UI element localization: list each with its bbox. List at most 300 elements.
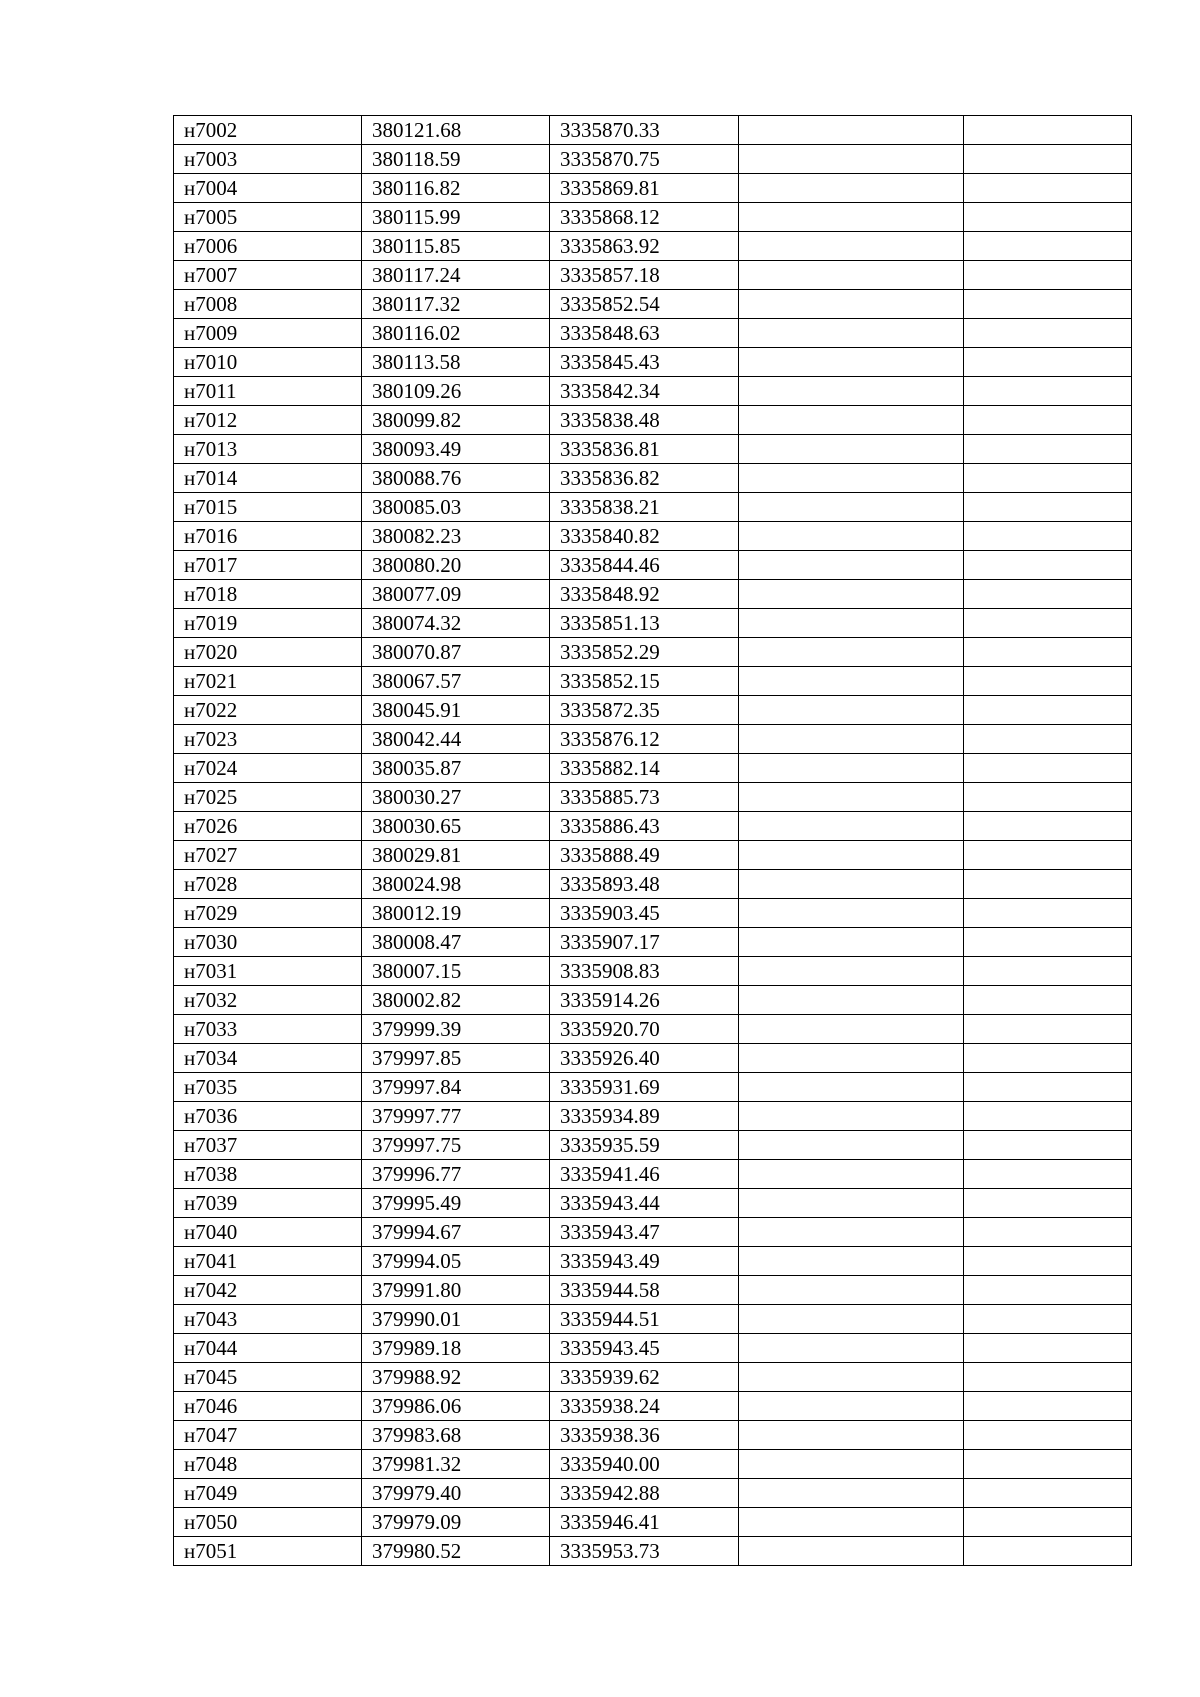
empty-cell [739,145,964,174]
point-name-cell: н7019 [174,609,362,638]
x-coordinate-cell: 380029.81 [362,841,550,870]
y-coordinate-cell: 3335886.43 [550,812,739,841]
table-row [174,116,1132,145]
point-name-cell: н7020 [174,638,362,667]
y-coordinate-cell: 3335836.82 [550,464,739,493]
table-row [174,493,1132,522]
empty-cell [739,1305,964,1334]
x-coordinate-cell: 379981.32 [362,1450,550,1479]
point-name-cell: н7027 [174,841,362,870]
table-row [174,812,1132,841]
y-coordinate-cell: 3335882.14 [550,754,739,783]
empty-cell [739,435,964,464]
empty-cell [964,667,1132,696]
y-coordinate-cell: 3335944.51 [550,1305,739,1334]
empty-cell [739,1537,964,1566]
empty-cell [964,116,1132,145]
table-row [174,551,1132,580]
table-row [174,928,1132,957]
point-name-cell: н7048 [174,1450,362,1479]
table-row [174,203,1132,232]
empty-cell [739,725,964,754]
table-row [174,696,1132,725]
point-name-cell: н7024 [174,754,362,783]
y-coordinate-cell: 3335942.88 [550,1479,739,1508]
y-coordinate-cell: 3335953.73 [550,1537,739,1566]
empty-cell [964,1421,1132,1450]
point-name-cell: н7017 [174,551,362,580]
empty-cell [964,522,1132,551]
y-coordinate-cell: 3335863.92 [550,232,739,261]
table-row [174,725,1132,754]
x-coordinate-cell: 379983.68 [362,1421,550,1450]
y-coordinate-cell: 3335844.46 [550,551,739,580]
y-coordinate-cell: 3335943.47 [550,1218,739,1247]
empty-cell [739,1160,964,1189]
y-coordinate-cell: 3335857.18 [550,261,739,290]
empty-cell [964,609,1132,638]
empty-cell [739,464,964,493]
x-coordinate-cell: 380080.20 [362,551,550,580]
point-name-cell: н7018 [174,580,362,609]
table-row [174,1073,1132,1102]
x-coordinate-cell: 380067.57 [362,667,550,696]
empty-cell [739,1073,964,1102]
point-name-cell: н7041 [174,1247,362,1276]
empty-cell [739,783,964,812]
empty-cell [739,638,964,667]
point-name-cell: н7016 [174,522,362,551]
empty-cell [739,754,964,783]
table-row [174,319,1132,348]
empty-cell [964,812,1132,841]
point-name-cell: н7013 [174,435,362,464]
x-coordinate-cell: 380115.99 [362,203,550,232]
empty-cell [964,232,1132,261]
table-row [174,870,1132,899]
empty-cell [964,725,1132,754]
point-name-cell: н7042 [174,1276,362,1305]
point-name-cell: н7043 [174,1305,362,1334]
y-coordinate-cell: 3335848.92 [550,580,739,609]
y-coordinate-cell: 3335914.26 [550,986,739,1015]
empty-cell [739,1392,964,1421]
empty-cell [739,1363,964,1392]
table-row [174,1508,1132,1537]
y-coordinate-cell: 3335872.35 [550,696,739,725]
x-coordinate-cell: 380116.02 [362,319,550,348]
y-coordinate-cell: 3335903.45 [550,899,739,928]
point-name-cell: н7015 [174,493,362,522]
table-row [174,1189,1132,1218]
empty-cell [964,406,1132,435]
x-coordinate-cell: 380093.49 [362,435,550,464]
empty-cell [964,1276,1132,1305]
y-coordinate-cell: 3335938.24 [550,1392,739,1421]
table-row [174,667,1132,696]
empty-cell [739,1508,964,1537]
x-coordinate-cell: 379986.06 [362,1392,550,1421]
table-row [174,899,1132,928]
y-coordinate-cell: 3335940.00 [550,1450,739,1479]
point-name-cell: н7008 [174,290,362,319]
empty-cell [964,696,1132,725]
x-coordinate-cell: 380099.82 [362,406,550,435]
x-coordinate-cell: 379994.67 [362,1218,550,1247]
point-name-cell: н7047 [174,1421,362,1450]
y-coordinate-cell: 3335939.62 [550,1363,739,1392]
empty-cell [964,957,1132,986]
point-name-cell: н7028 [174,870,362,899]
table-row [174,841,1132,870]
table-row [174,1131,1132,1160]
empty-cell [739,116,964,145]
x-coordinate-cell: 380007.15 [362,957,550,986]
coordinates-table [173,115,1132,1566]
empty-cell [964,203,1132,232]
table-row [174,261,1132,290]
point-name-cell: н7021 [174,667,362,696]
empty-cell [964,1189,1132,1218]
table-row [174,1305,1132,1334]
empty-cell [964,1015,1132,1044]
y-coordinate-cell: 3335870.33 [550,116,739,145]
y-coordinate-cell: 3335868.12 [550,203,739,232]
point-name-cell: н7002 [174,116,362,145]
table-row [174,1102,1132,1131]
x-coordinate-cell: 380035.87 [362,754,550,783]
x-coordinate-cell: 380088.76 [362,464,550,493]
empty-cell [964,1479,1132,1508]
table-row [174,1334,1132,1363]
y-coordinate-cell: 3335943.45 [550,1334,739,1363]
empty-cell [739,667,964,696]
y-coordinate-cell: 3335907.17 [550,928,739,957]
x-coordinate-cell: 380117.32 [362,290,550,319]
table-row [174,290,1132,319]
y-coordinate-cell: 3335946.41 [550,1508,739,1537]
empty-cell [739,174,964,203]
y-coordinate-cell: 3335852.54 [550,290,739,319]
table-row [174,406,1132,435]
point-name-cell: н7050 [174,1508,362,1537]
point-name-cell: н7049 [174,1479,362,1508]
empty-cell [739,1334,964,1363]
y-coordinate-cell: 3335935.59 [550,1131,739,1160]
empty-cell [964,174,1132,203]
table-row [174,348,1132,377]
y-coordinate-cell: 3335893.48 [550,870,739,899]
empty-cell [964,493,1132,522]
y-coordinate-cell: 3335885.73 [550,783,739,812]
empty-cell [739,1276,964,1305]
empty-cell [964,1363,1132,1392]
empty-cell [964,145,1132,174]
point-name-cell: н7030 [174,928,362,957]
empty-cell [739,696,964,725]
x-coordinate-cell: 380012.19 [362,899,550,928]
y-coordinate-cell: 3335838.21 [550,493,739,522]
empty-cell [739,1189,964,1218]
y-coordinate-cell: 3335888.49 [550,841,739,870]
x-coordinate-cell: 379991.80 [362,1276,550,1305]
table-row [174,1015,1132,1044]
y-coordinate-cell: 3335869.81 [550,174,739,203]
x-coordinate-cell: 380024.98 [362,870,550,899]
point-name-cell: н7033 [174,1015,362,1044]
x-coordinate-cell: 380002.82 [362,986,550,1015]
empty-cell [964,1537,1132,1566]
x-coordinate-cell: 380042.44 [362,725,550,754]
y-coordinate-cell: 3335840.82 [550,522,739,551]
empty-cell [739,290,964,319]
table-row [174,986,1132,1015]
point-name-cell: н7006 [174,232,362,261]
x-coordinate-cell: 380070.87 [362,638,550,667]
x-coordinate-cell: 380115.85 [362,232,550,261]
y-coordinate-cell: 3335934.89 [550,1102,739,1131]
y-coordinate-cell: 3335852.15 [550,667,739,696]
empty-cell [739,1247,964,1276]
y-coordinate-cell: 3335836.81 [550,435,739,464]
empty-cell [964,1334,1132,1363]
x-coordinate-cell: 379997.85 [362,1044,550,1073]
y-coordinate-cell: 3335943.44 [550,1189,739,1218]
y-coordinate-cell: 3335848.63 [550,319,739,348]
x-coordinate-cell: 380118.59 [362,145,550,174]
empty-cell [964,319,1132,348]
empty-cell [739,957,964,986]
empty-cell [739,203,964,232]
empty-cell [739,1044,964,1073]
y-coordinate-cell: 3335943.49 [550,1247,739,1276]
table-row [174,522,1132,551]
point-name-cell: н7040 [174,1218,362,1247]
point-name-cell: н7035 [174,1073,362,1102]
empty-cell [964,1102,1132,1131]
x-coordinate-cell: 380045.91 [362,696,550,725]
table-row [174,174,1132,203]
empty-cell [964,899,1132,928]
empty-cell [739,899,964,928]
x-coordinate-cell: 379989.18 [362,1334,550,1363]
empty-cell [964,348,1132,377]
point-name-cell: н7014 [174,464,362,493]
x-coordinate-cell: 380030.27 [362,783,550,812]
x-coordinate-cell: 380117.24 [362,261,550,290]
table-row [174,1044,1132,1073]
empty-cell [964,1044,1132,1073]
y-coordinate-cell: 3335851.13 [550,609,739,638]
empty-cell [739,551,964,580]
x-coordinate-cell: 379997.75 [362,1131,550,1160]
empty-cell [739,1218,964,1247]
point-name-cell: н7022 [174,696,362,725]
table-row [174,1160,1132,1189]
point-name-cell: н7023 [174,725,362,754]
point-name-cell: н7036 [174,1102,362,1131]
empty-cell [964,1131,1132,1160]
table-row [174,1218,1132,1247]
point-name-cell: н7007 [174,261,362,290]
table-row [174,1421,1132,1450]
coordinates-table-body [174,116,1132,1566]
point-name-cell: н7037 [174,1131,362,1160]
empty-cell [739,928,964,957]
table-row [174,957,1132,986]
x-coordinate-cell: 379997.77 [362,1102,550,1131]
point-name-cell: н7045 [174,1363,362,1392]
empty-cell [964,638,1132,667]
table-row [174,1363,1132,1392]
x-coordinate-cell: 379995.49 [362,1189,550,1218]
point-name-cell: н7032 [174,986,362,1015]
empty-cell [964,986,1132,1015]
empty-cell [739,522,964,551]
x-coordinate-cell: 379999.39 [362,1015,550,1044]
y-coordinate-cell: 3335845.43 [550,348,739,377]
y-coordinate-cell: 3335842.34 [550,377,739,406]
point-name-cell: н7034 [174,1044,362,1073]
table-row [174,1247,1132,1276]
y-coordinate-cell: 3335852.29 [550,638,739,667]
empty-cell [964,1160,1132,1189]
x-coordinate-cell: 379994.05 [362,1247,550,1276]
table-row [174,464,1132,493]
x-coordinate-cell: 379988.92 [362,1363,550,1392]
point-name-cell: н7004 [174,174,362,203]
point-name-cell: н7025 [174,783,362,812]
empty-cell [739,870,964,899]
empty-cell [739,377,964,406]
point-name-cell: н7009 [174,319,362,348]
empty-cell [739,1450,964,1479]
x-coordinate-cell: 380082.23 [362,522,550,551]
empty-cell [964,1305,1132,1334]
y-coordinate-cell: 3335838.48 [550,406,739,435]
table-row [174,377,1132,406]
x-coordinate-cell: 380116.82 [362,174,550,203]
empty-cell [964,1218,1132,1247]
empty-cell [739,406,964,435]
point-name-cell: н7005 [174,203,362,232]
x-coordinate-cell: 380030.65 [362,812,550,841]
empty-cell [739,1015,964,1044]
x-coordinate-cell: 380074.32 [362,609,550,638]
table-row [174,754,1132,783]
point-name-cell: н7046 [174,1392,362,1421]
empty-cell [964,783,1132,812]
table-row [174,1450,1132,1479]
empty-cell [964,290,1132,319]
empty-cell [964,841,1132,870]
y-coordinate-cell: 3335908.83 [550,957,739,986]
x-coordinate-cell: 379990.01 [362,1305,550,1334]
table-row [174,609,1132,638]
empty-cell [964,580,1132,609]
y-coordinate-cell: 3335944.58 [550,1276,739,1305]
point-name-cell: н7039 [174,1189,362,1218]
y-coordinate-cell: 3335931.69 [550,1073,739,1102]
table-row [174,1537,1132,1566]
empty-cell [739,1421,964,1450]
point-name-cell: н7038 [174,1160,362,1189]
x-coordinate-cell: 379996.77 [362,1160,550,1189]
empty-cell [964,435,1132,464]
empty-cell [739,580,964,609]
empty-cell [739,232,964,261]
point-name-cell: н7031 [174,957,362,986]
empty-cell [964,377,1132,406]
empty-cell [964,551,1132,580]
y-coordinate-cell: 3335870.75 [550,145,739,174]
point-name-cell: н7044 [174,1334,362,1363]
empty-cell [739,986,964,1015]
table-row [174,1276,1132,1305]
x-coordinate-cell: 380008.47 [362,928,550,957]
y-coordinate-cell: 3335876.12 [550,725,739,754]
table-row [174,580,1132,609]
empty-cell [739,348,964,377]
table-row [174,1392,1132,1421]
x-coordinate-cell: 379997.84 [362,1073,550,1102]
empty-cell [739,841,964,870]
table-row [174,1479,1132,1508]
x-coordinate-cell: 380113.58 [362,348,550,377]
empty-cell [739,319,964,348]
table-row [174,783,1132,812]
empty-cell [964,1392,1132,1421]
x-coordinate-cell: 379979.40 [362,1479,550,1508]
table-row [174,638,1132,667]
empty-cell [739,493,964,522]
table-row [174,232,1132,261]
y-coordinate-cell: 3335926.40 [550,1044,739,1073]
point-name-cell: н7051 [174,1537,362,1566]
empty-cell [964,464,1132,493]
y-coordinate-cell: 3335938.36 [550,1421,739,1450]
point-name-cell: н7003 [174,145,362,174]
empty-cell [964,754,1132,783]
empty-cell [739,1479,964,1508]
x-coordinate-cell: 380085.03 [362,493,550,522]
empty-cell [964,1073,1132,1102]
table-row [174,435,1132,464]
point-name-cell: н7026 [174,812,362,841]
empty-cell [964,1508,1132,1537]
x-coordinate-cell: 380109.26 [362,377,550,406]
x-coordinate-cell: 380077.09 [362,580,550,609]
empty-cell [964,261,1132,290]
point-name-cell: н7029 [174,899,362,928]
empty-cell [964,1247,1132,1276]
point-name-cell: н7012 [174,406,362,435]
table-row [174,145,1132,174]
empty-cell [964,1450,1132,1479]
empty-cell [739,1102,964,1131]
empty-cell [739,1131,964,1160]
y-coordinate-cell: 3335920.70 [550,1015,739,1044]
x-coordinate-cell: 379980.52 [362,1537,550,1566]
x-coordinate-cell: 379979.09 [362,1508,550,1537]
empty-cell [739,261,964,290]
point-name-cell: н7010 [174,348,362,377]
y-coordinate-cell: 3335941.46 [550,1160,739,1189]
x-coordinate-cell: 380121.68 [362,116,550,145]
empty-cell [739,609,964,638]
empty-cell [739,812,964,841]
empty-cell [964,928,1132,957]
